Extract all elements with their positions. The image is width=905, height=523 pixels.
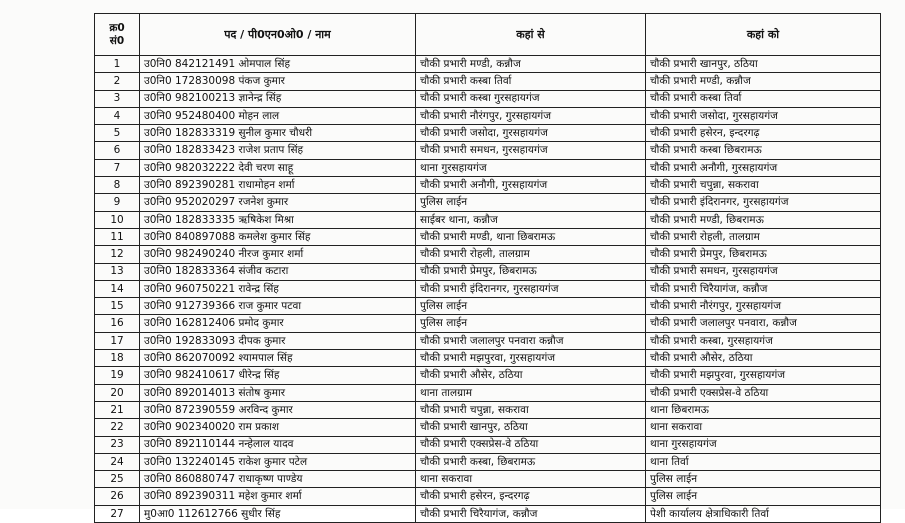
serial-number-cell: 16	[95, 315, 140, 332]
name-cell: उ0नि0 982100213 ज्ञानेन्द्र सिंह	[140, 90, 416, 107]
name-cell: मु0आ0 112612766 सुधीर सिंह	[140, 505, 416, 522]
to-cell: चौकी प्रभारी औसेर, ठठिया	[646, 350, 881, 367]
table-row	[95, 298, 881, 315]
header-name: पद / पी0एन0ओ0 / नाम	[140, 14, 416, 56]
serial-number-cell: 13	[95, 263, 140, 280]
serial-number-cell: 12	[95, 246, 140, 263]
table-row	[95, 332, 881, 349]
from-cell: चौकी प्रभारी कस्बा, छिबरामऊ	[416, 453, 646, 470]
table-row	[95, 177, 881, 194]
table-body	[95, 56, 881, 523]
table-row	[95, 350, 881, 367]
serial-number-cell: 1	[95, 56, 140, 73]
name-cell: उ0नि0 902340020 राम प्रकाश	[140, 419, 416, 436]
header-serial-line2: सं0	[109, 34, 125, 47]
serial-number-cell: 18	[95, 350, 140, 367]
from-cell: पुलिस लाईन	[416, 315, 646, 332]
to-cell: चौकी प्रभारी एक्सप्रेस-वे ठठिया	[646, 384, 881, 401]
header-from: कहां से	[416, 14, 646, 56]
table-header-row	[95, 14, 881, 56]
table-row	[95, 419, 881, 436]
serial-number-cell: 7	[95, 159, 140, 176]
to-cell: चौकी प्रभारी कस्बा, गुरसहायगंज	[646, 332, 881, 349]
table-row	[95, 505, 881, 522]
to-cell: चौकी प्रभारी रोहली, तालग्राम	[646, 228, 881, 245]
name-cell: उ0नि0 162812406 प्रमोद कुमार	[140, 315, 416, 332]
serial-number-cell: 9	[95, 194, 140, 211]
header-serial-line1: क्र0	[109, 22, 125, 35]
to-cell: चौकी प्रभारी हसेरन, इन्दरगढ़	[646, 125, 881, 142]
to-cell: चौकी प्रभारी नौरंगपुर, गुरसहायगंज	[646, 298, 881, 315]
name-cell: उ0नि0 840897088 कमलेश कुमार सिंह	[140, 228, 416, 245]
from-cell: थाना सकरावा	[416, 471, 646, 488]
serial-number-cell: 5	[95, 125, 140, 142]
from-cell: चौकी प्रभारी जसोदा, गुरसहायगंज	[416, 125, 646, 142]
from-cell: चौकी प्रभारी समधन, गुरसहायगंज	[416, 142, 646, 159]
name-cell: उ0नि0 182833335 ऋषिकेश मिश्रा	[140, 211, 416, 228]
to-cell: पुलिस लाईन	[646, 471, 881, 488]
serial-number-cell: 23	[95, 436, 140, 453]
transfer-table	[94, 13, 881, 523]
name-cell: उ0नि0 892014013 संतोष कुमार	[140, 384, 416, 401]
to-cell: चौकी प्रभारी अनौगी, गुरसहायगंज	[646, 159, 881, 176]
to-cell: चौकी प्रभारी मण्डी, कन्नौज	[646, 73, 881, 90]
table-row	[95, 453, 881, 470]
serial-number-cell: 25	[95, 471, 140, 488]
to-cell: थाना तिर्वा	[646, 453, 881, 470]
table-row	[95, 159, 881, 176]
from-cell: चौकी प्रभारी मण्डी, कन्नौज	[416, 56, 646, 73]
name-cell: उ0नि0 182833423 राजेश प्रताप सिंह	[140, 142, 416, 159]
table-row	[95, 488, 881, 505]
table-row	[95, 228, 881, 245]
header-to: कहां को	[646, 14, 881, 56]
to-cell: चौकी प्रभारी प्रेमपुर, छिबरामऊ	[646, 246, 881, 263]
serial-number-cell: 11	[95, 228, 140, 245]
serial-number-cell: 22	[95, 419, 140, 436]
table-row	[95, 73, 881, 90]
table-row	[95, 125, 881, 142]
name-cell: उ0नि0 982032222 देवी चरण साहू	[140, 159, 416, 176]
name-cell: उ0नि0 952480400 मोहन लाल	[140, 107, 416, 124]
from-cell: चौकी प्रभारी कस्बा गुरसहायगंज	[416, 90, 646, 107]
to-cell: चौकी प्रभारी खानपुर, ठठिया	[646, 56, 881, 73]
table-row	[95, 263, 881, 280]
from-cell: पुलिस लाईन	[416, 194, 646, 211]
name-cell: उ0नि0 912739366 राज कुमार पटवा	[140, 298, 416, 315]
name-cell: उ0नि0 182833319 सुनील कुमार चौधरी	[140, 125, 416, 142]
name-cell: उ0नि0 872390559 अरविन्द कुमार	[140, 401, 416, 418]
name-cell: उ0नि0 132240145 राकेश कुमार पटेल	[140, 453, 416, 470]
serial-number-cell: 10	[95, 211, 140, 228]
to-cell: चौकी प्रभारी कस्बा तिर्वा	[646, 90, 881, 107]
to-cell: थाना छिबरामऊ	[646, 401, 881, 418]
name-cell: उ0नि0 172830098 पंकज कुमार	[140, 73, 416, 90]
table-row	[95, 246, 881, 263]
to-cell: चौकी प्रभारी मझपुरवा, गुरसहायगंज	[646, 367, 881, 384]
from-cell: चौकी प्रभारी चपुन्ना, सकरावा	[416, 401, 646, 418]
serial-number-cell: 14	[95, 280, 140, 297]
to-cell: चौकी प्रभारी जसोदा, गुरसहायगंज	[646, 107, 881, 124]
header-serial-number	[95, 14, 140, 56]
name-cell: उ0नि0 982410617 धीरेन्द्र सिंह	[140, 367, 416, 384]
table-row	[95, 384, 881, 401]
from-cell: पुलिस लाईन	[416, 298, 646, 315]
name-cell: उ0नि0 982490240 नीरज कुमार शर्मा	[140, 246, 416, 263]
from-cell: चौकी प्रभारी नौरंगपुर, गुरसहायगंज	[416, 107, 646, 124]
serial-number-cell: 4	[95, 107, 140, 124]
from-cell: चौकी प्रभारी इंदिरानगर, गुरसहायगंज	[416, 280, 646, 297]
from-cell: साईबर थाना, कन्नौज	[416, 211, 646, 228]
name-cell: उ0नि0 862070092 श्यामपाल सिंह	[140, 350, 416, 367]
to-cell: चौकी प्रभारी मण्डी, छिबरामऊ	[646, 211, 881, 228]
serial-number-cell: 17	[95, 332, 140, 349]
serial-number-cell: 8	[95, 177, 140, 194]
table-row	[95, 90, 881, 107]
from-cell: चौकी प्रभारी प्रेमपुर, छिबरामऊ	[416, 263, 646, 280]
table-row	[95, 194, 881, 211]
serial-number-cell: 6	[95, 142, 140, 159]
serial-number-cell: 20	[95, 384, 140, 401]
from-cell: चौकी प्रभारी चिरैयागंज, कन्नौज	[416, 505, 646, 522]
table-row	[95, 367, 881, 384]
name-cell: उ0नि0 892390311 महेश कुमार शर्मा	[140, 488, 416, 505]
serial-number-cell: 19	[95, 367, 140, 384]
to-cell: चौकी प्रभारी कस्बा छिबरामऊ	[646, 142, 881, 159]
table-row	[95, 436, 881, 453]
name-cell: उ0नि0 892110144 नन्हेलाल यादव	[140, 436, 416, 453]
from-cell: चौकी प्रभारी हसेरन, इन्दरगढ़	[416, 488, 646, 505]
name-cell: उ0नि0 192833093 दीपक कुमार	[140, 332, 416, 349]
name-cell: उ0नि0 892390281 राधामोहन शर्मा	[140, 177, 416, 194]
serial-number-cell: 3	[95, 90, 140, 107]
from-cell: चौकी प्रभारी खानपुर, ठठिया	[416, 419, 646, 436]
serial-number-cell: 24	[95, 453, 140, 470]
table-row	[95, 315, 881, 332]
serial-number-cell: 21	[95, 401, 140, 418]
from-cell: चौकी प्रभारी जलालपुर पनवारा कन्नौज	[416, 332, 646, 349]
to-cell: थाना गुरसहायगंज	[646, 436, 881, 453]
from-cell: चौकी प्रभारी कस्बा तिर्वा	[416, 73, 646, 90]
table-row	[95, 471, 881, 488]
table-row	[95, 280, 881, 297]
from-cell: चौकी प्रभारी एक्सप्रेस-वे ठठिया	[416, 436, 646, 453]
to-cell: थाना सकरावा	[646, 419, 881, 436]
table-row	[95, 142, 881, 159]
table-row	[95, 107, 881, 124]
table-row	[95, 211, 881, 228]
from-cell: चौकी प्रभारी मझपुरवा, गुरसहायगंज	[416, 350, 646, 367]
name-cell: उ0नि0 952020297 रजनेश कुमार	[140, 194, 416, 211]
table-row	[95, 56, 881, 73]
from-cell: चौकी प्रभारी अनौगी, गुरसहायगंज	[416, 177, 646, 194]
to-cell: चौकी प्रभारी इंदिरानगर, गुरसहायगंज	[646, 194, 881, 211]
from-cell: चौकी प्रभारी रोहली, तालग्राम	[416, 246, 646, 263]
table-row	[95, 401, 881, 418]
to-cell: चौकी प्रभारी चिरैयागंज, कन्नौज	[646, 280, 881, 297]
name-cell: उ0नि0 182833364 संजीव कटारा	[140, 263, 416, 280]
serial-number-cell: 26	[95, 488, 140, 505]
name-cell: उ0नि0 860880747 राधाकृष्ण पाण्डेय	[140, 471, 416, 488]
name-cell: उ0नि0 960750221 रावेन्द्र सिंह	[140, 280, 416, 297]
to-cell: पेशी कार्यालय क्षेत्राधिकारी तिर्वा	[646, 505, 881, 522]
from-cell: थाना गुरसहायगंज	[416, 159, 646, 176]
from-cell: चौकी प्रभारी मण्डी, थाना छिबरामऊ	[416, 228, 646, 245]
serial-number-cell: 27	[95, 505, 140, 522]
to-cell: चौकी प्रभारी चपुन्ना, सकरावा	[646, 177, 881, 194]
to-cell: पुलिस लाईन	[646, 488, 881, 505]
from-cell: चौकी प्रभारी औसेर, ठठिया	[416, 367, 646, 384]
to-cell: चौकी प्रभारी जलालपुर पनवारा, कन्नौज	[646, 315, 881, 332]
name-cell: उ0नि0 842121491 ओमपाल सिंह	[140, 56, 416, 73]
serial-number-cell: 2	[95, 73, 140, 90]
from-cell: थाना तालग्राम	[416, 384, 646, 401]
serial-number-cell: 15	[95, 298, 140, 315]
to-cell: चौकी प्रभारी समधन, गुरसहायगंज	[646, 263, 881, 280]
